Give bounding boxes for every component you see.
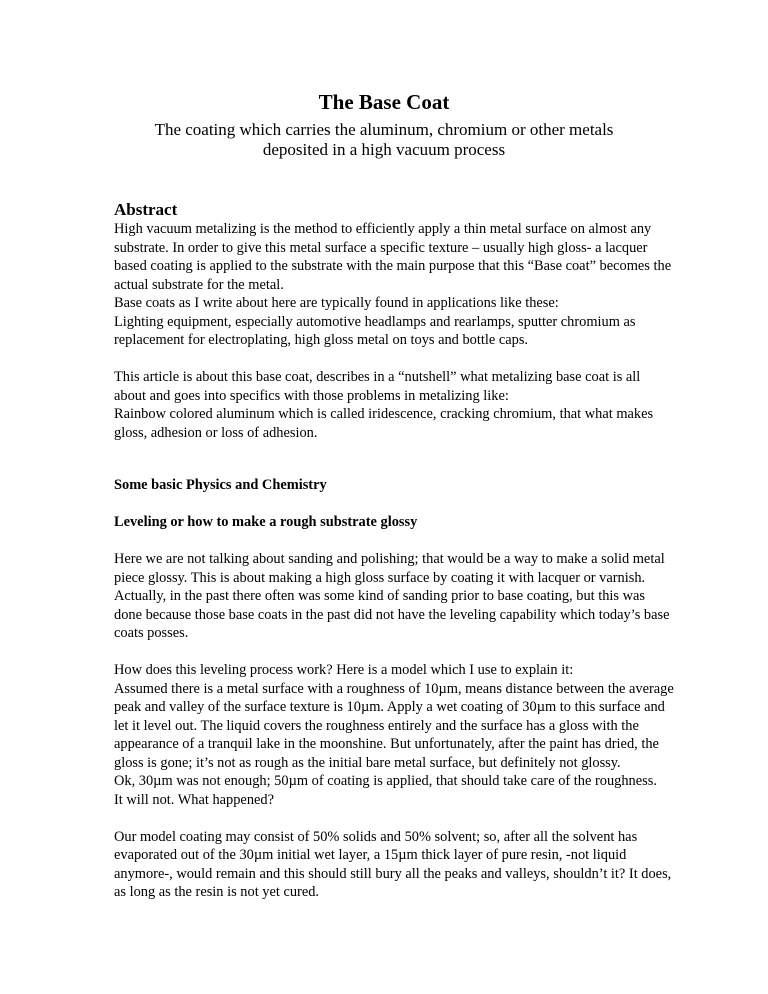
leveling-paragraph-2d: It will not. What happened? [114,791,274,808]
leveling-paragraph-2c: Ok, 30µm was not enough; 50µm of coating is applied, that should take care of the roughness. [114,773,657,789]
spacer [114,809,674,828]
spacer [114,495,674,514]
leveling-paragraph-2b: Assumed there is a metal surface with a roughness of 10µm, means distance between the average peak and valley of the surface texture is 10µm. Apply a wet coating of 30µm to this surface and let it level out. The liquid covers the roughness entirely and the surface has a gloss with the appearance of a tranquil lake in the moonshine. But unfortunately, after the paint has dried, the gloss is gone; it’s not as rough as the initial bare metal surface, but definitely not glossy. [114,680,674,771]
leveling-paragraph-1: Here we are not talking about sanding and polishing; that would be a way to make a solid metal piece glossy. This is about making a high gloss surface by coating it with lacquer or varnish. Actually, in the past there often was some kind of sanding prior to base coating, but this was done because those base coats in the past did not have the leveling capability which today’s base coats posses. [114,551,670,641]
subtitle-line-1: The coating which carries the aluminum, chromium or other metals [154,120,614,139]
abstract-intro: High vacuum metalizing is the method to efficiently apply a thin metal surface on almost any substrate. In order to give this metal surface a specific texture – usually high gloss- a lacquer based coating is applied to the substrate with the main purpose that this “Base coat” becomes the actual substrate for the metal. [114,221,672,293]
abstract-heading: Abstract [114,200,178,219]
document-body [114,200,674,902]
leveling-paragraph-3: Our model coating may consist of 50% solids and 50% solvent; so, after all the solvent has evaporated out of the 30µm initial wet layer, a 15µm thick layer of pure resin, -not liquid anymore-, would remain and this should still bury all the peaks and valleys, shouldn’t it? It does, as long as the resin is not yet cured. [114,828,672,900]
section-heading-leveling: Leveling or how to make a rough substrate glossy [114,514,418,530]
spacer [114,532,674,551]
abstract-article-about: This article is about this base coat, describes in a “nutshell” what metalizing base coat is all about and goes into specifics with those problems in metalizing like: [114,369,641,404]
spacer [114,643,674,662]
spacer [114,442,674,476]
abstract-applications-intro: Base coats as I write about here are typically found in applications like these: [114,295,559,311]
abstract-problems: Rainbow colored aluminum which is called iridescence, cracking chromium, that what makes gloss, adhesion or loss of adhesion. [114,406,654,441]
abstract-applications-list: Lighting equipment, especially automotive headlamps and rearlamps, sputter chromium as replacement for electroplating, high gloss metal on toys and bottle caps. [114,313,636,348]
document-title: The Base Coat [318,90,450,114]
leveling-paragraph-2a: How does this leveling process work? Here is a model which I use to explain it: [114,662,574,678]
section-heading-physics: Some basic Physics and Chemistry [114,477,327,493]
subtitle-line-2: deposited in a high vacuum process [262,140,506,159]
document-subtitle [100,120,668,160]
spacer [114,350,674,369]
